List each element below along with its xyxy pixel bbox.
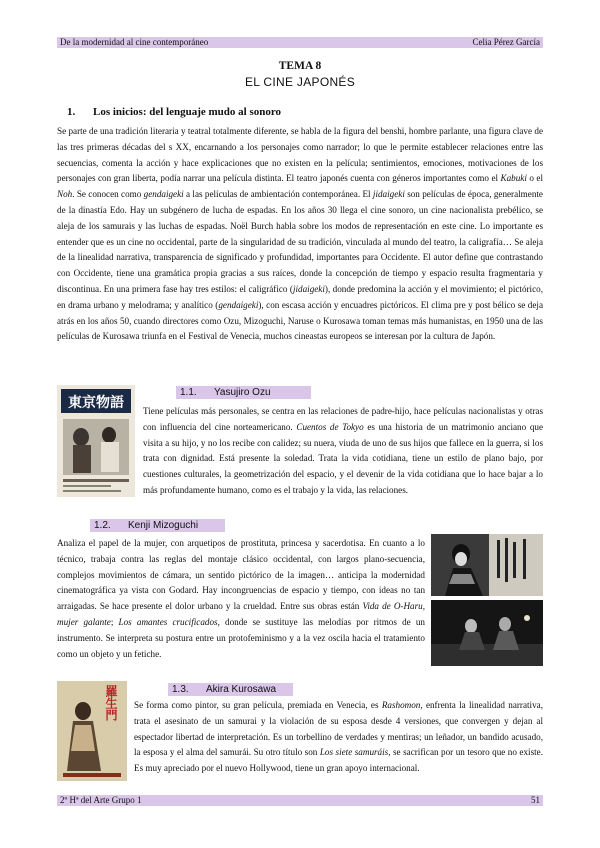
page-number: 51 bbox=[531, 795, 540, 805]
text-run: Se forma como pintor, su gran película, premiada en Venecia, es bbox=[134, 700, 382, 710]
italic-title-run: Vida de O-Haru, mujer galante bbox=[57, 601, 425, 627]
rashomon-poster-image bbox=[57, 681, 127, 781]
italic-title-run: Cuentos de Tokyo bbox=[296, 421, 364, 432]
text-run: ), donde predomina la acción y el movimiento; el pictórico, en drama urbano y melodrama; y analítico ( bbox=[57, 283, 543, 310]
subsection-kurosawa-heading bbox=[168, 683, 293, 696]
text-run: o el bbox=[526, 173, 543, 184]
mizoguchi-paragraph bbox=[57, 536, 425, 662]
tema-title: EL CINE JAPONÉS bbox=[244, 75, 356, 89]
header-author: Celia Pérez García bbox=[472, 37, 540, 47]
italic-title-run: Rashomon bbox=[381, 700, 421, 710]
tokyo-story-poster-image bbox=[57, 385, 135, 497]
section-heading bbox=[67, 106, 281, 118]
subsection-number: 1.2. bbox=[94, 520, 111, 531]
subsection-title: Yasujiro Ozu bbox=[214, 387, 271, 398]
text-run: son películas de época, generalmente de la dinastía Edo. Hay un subgénero de lucha de espadas. En los años 30 llega el cine sonoro, un cine nacionalista prebélico, se aleja de los samurais y las luchas de espadas. Noël Burch habla sobre los modos de representación en este cine. Lo importante es entender que es un cine no occidental, parte de la singularidad de su tradición, vinculada al mundo del teatro, la caligrafía… Se aleja de la linealidad narrativa, transparencia de significado y profundidad, importantes para Occidente. El autor define que contrastando con Occidente, tiene una gramática propia gracias a sus raíces, donde la concepción de tiempo y espacio resulta fragmentaria y discontinua. En una primera fase hay tres estilos: el caligráfico ( bbox=[57, 189, 543, 294]
poster-title-text: 東京物語 bbox=[68, 395, 124, 411]
italic-title-run: Noh bbox=[57, 189, 73, 200]
text-run: Tiene películas más personales, se centra en las relaciones de padre-hijo, hace películas nacionalistas y otras con influencia del cine norteamericano. bbox=[143, 406, 543, 432]
italic-title-run: Kabuki bbox=[500, 173, 527, 184]
italic-title-run: Los amantes crucificados bbox=[118, 616, 218, 627]
page-footer bbox=[57, 795, 543, 806]
footer-course: 2º Hª del Arte Grupo 1 bbox=[60, 795, 142, 805]
italic-title-run: jidaigeki bbox=[292, 283, 325, 294]
subsection-mizoguchi-heading bbox=[90, 519, 225, 532]
text-run: , enfrenta la linealidad narrativa, trata el asesinato de un samurai y la violación de su esposa desde 4 versiones, que convergen y dejan al espectador libertad de interpretación. Es un torbellino de verdades y mentiras; un leñador, un bandido acusado, la esposa y el alma del samurái. Su otro título son bbox=[134, 700, 543, 758]
section-number: 1. bbox=[67, 106, 76, 118]
italic-title-run: gendaigeki bbox=[143, 189, 184, 200]
italic-title-run: jidaigeki bbox=[372, 189, 405, 200]
text-run: , donde se sustituye las melodías por ritmos de un instrumento. Se interpreta su postura entre un protofeminismo y a la vez oscila hacia el tratamiento como un objeto y un fetiche. bbox=[57, 616, 425, 659]
kurosawa-paragraph bbox=[134, 698, 543, 777]
section-title: Los inicios: del lenguaje mudo al sonoro bbox=[93, 106, 282, 118]
subsection-title: Akira Kurosawa bbox=[206, 684, 277, 695]
text-run: , se sacrifican por un tesoro que no existe. Es muy apreciado por el nuevo Hollywood, tiene un gran apoyo internacional. bbox=[134, 747, 543, 774]
page-header bbox=[57, 37, 543, 48]
italic-title-run: gendaigeki bbox=[218, 299, 259, 310]
text-run: es una historia de un matrimonio anciano que visita a su hijo, y no los recibe con calidez; su nuera, viuda de uno de sus hijos que fallece en la guerra, si los trata con dignidad. Está presente la soledad. Trata la vida cotidiana, tiene un estilo de plano bajo, por cuestiones culturales, la geometrización del espacio, y el devenir de la vida cotidiana que lo hace bajar a lo más profundamente humano, como es el trabajo y la vida, las relaciones. bbox=[143, 421, 544, 495]
mizoguchi-film-still-image bbox=[431, 534, 543, 596]
text-run: Analiza el papel de la mujer, con arquetipos de prostituta, princesa y sacerdotisa. En cuanto a lo técnico, trabaja contra las reglas del montaje clásico occidental, con largos plano-secuencia, complejos movimientos de cámara, un sentido pictórico de la imagen… anticipa la modernidad cinematográfica ya vista con Godard. Hay incongruencias de espacio y tiempo, con ideas no tan arraigadas. Se hace presente el dolor urbano y la crueldad. Entre sus obras están bbox=[57, 538, 425, 612]
poster-title-text: 羅生門 bbox=[104, 685, 118, 721]
subsection-number: 1.1. bbox=[180, 387, 197, 398]
subsection-ozu-heading bbox=[176, 386, 311, 399]
text-run: Se parte de una tradición literaria y teatral totalmente diferente, se habla de la figura del benshi, hombre parlante, una figura clave de las tres primeras décadas del s XX, encarnando a los personajes como narrador; lo que le permite establecer relaciones entre las secuencias, comenta la acción y hace explicaciones que no existen en la película; sentimientos, emociones, motivaciones de los personajes con gran liberta, podía narrar una película distinta. El teatro japonés cuenta con géneros importantes como el bbox=[57, 126, 543, 184]
intro-paragraph bbox=[57, 124, 543, 345]
subsection-number: 1.3. bbox=[172, 684, 189, 695]
text-run: ), con escasa acción y encuadres pictóricos. El clima pre y post bélico se deja atrás en los años 50, cuando directores como Ozu, Mizoguchi, Naruse o Kurosawa toman temas más humanistas, en 1950 una de las películas de Kurosawa triunfa en el Festival de Venecia, muchos cineastas europeos se interesan por la cultura de Japón. bbox=[57, 299, 543, 342]
header-left-text: De la modernidad al cine contemporáneo bbox=[60, 37, 209, 47]
text-run: . Se conocen como bbox=[72, 189, 144, 200]
ozu-paragraph bbox=[143, 404, 543, 499]
italic-title-run: Los siete samuráis bbox=[319, 747, 389, 758]
subsection-title: Kenji Mizoguchi bbox=[128, 520, 199, 531]
text-run: ; bbox=[110, 616, 119, 627]
tema-number: TEMA 8 bbox=[278, 60, 322, 72]
mizoguchi-film-still-image bbox=[431, 600, 543, 666]
text-run: a las películas de ambientación contemporánea. El bbox=[183, 189, 373, 200]
